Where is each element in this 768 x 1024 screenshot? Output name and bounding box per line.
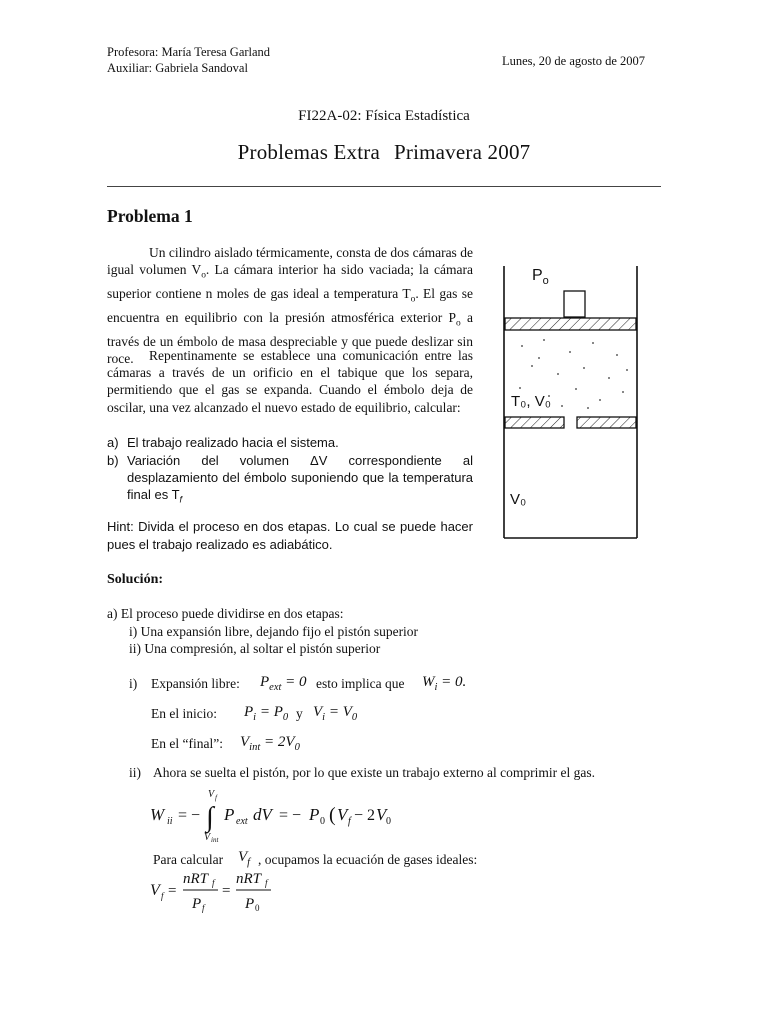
svg-text:0: 0 bbox=[320, 816, 325, 827]
title-left: Problemas Extra bbox=[237, 140, 381, 164]
svg-text:0: 0 bbox=[386, 816, 391, 827]
eq-ideal-gas bbox=[150, 868, 280, 914]
item-a bbox=[107, 434, 473, 452]
svg-text:W: W bbox=[150, 805, 165, 824]
svg-text:int: int bbox=[211, 836, 219, 844]
stmt-sub: o bbox=[456, 318, 461, 329]
item-b-body: Variación del volumen ΔV correspondiente al desplazamiento del émbolo suponiendo que la temperatura final es T bbox=[127, 453, 473, 503]
stmt-sub: o bbox=[201, 270, 206, 281]
svg-text:0: 0 bbox=[255, 903, 260, 913]
svg-text:V: V bbox=[204, 832, 211, 843]
solution-a-ii: ii) Una compresión, al soltar el pistón superior bbox=[129, 641, 381, 656]
step-initial-and: y bbox=[296, 706, 303, 721]
eq-work-integral bbox=[150, 786, 390, 842]
partition-left bbox=[505, 417, 564, 428]
svg-text:f: f bbox=[215, 794, 217, 802]
step-i-label: i) bbox=[129, 676, 138, 691]
svg-text:ii: ii bbox=[167, 816, 173, 827]
svg-text:f: f bbox=[202, 903, 205, 913]
header-block bbox=[107, 44, 270, 76]
svg-text:= −: = − bbox=[279, 807, 302, 824]
stmt-text: a través de un émbolo de masa despreciable y que puede deslizar sin roce. bbox=[107, 309, 473, 367]
svg-text:=: = bbox=[222, 883, 231, 899]
svg-text:V: V bbox=[376, 805, 387, 824]
stmt-text: Un cilindro aislado térmicamente, consta de dos cámaras de igual volumen V bbox=[107, 245, 473, 278]
svg-text:f: f bbox=[348, 816, 351, 827]
cylinder-diagram bbox=[492, 258, 662, 540]
item-b bbox=[107, 452, 473, 506]
course-title: FI22A-02: Física Estadística bbox=[298, 108, 470, 124]
hint-text: Hint: Divida el proceso en dos etapas. Lo cual se puede hacer pues el trabajo realizado es adiabático. bbox=[107, 519, 473, 552]
page-title bbox=[0, 140, 768, 165]
svg-text:nRT: nRT bbox=[183, 871, 209, 887]
label-t0-v0: T₀, V₀ bbox=[511, 393, 551, 410]
statement-paragraph-2: Repentinamente se establece una comunicación entre las cámaras a través de un orificio en el tabique que los separa, permitiendo que el gas se expanda. Cuando el émbolo deja de oscilar, una vez alcanzado el nuevo estado de equilibrio, calcular: bbox=[107, 348, 473, 415]
divider bbox=[107, 186, 661, 187]
label-p0: $P_o$ bbox=[532, 267, 549, 287]
title-right: Primavera 2007 bbox=[394, 140, 531, 164]
step-calc-before: Para calcular bbox=[153, 852, 224, 867]
svg-text:=: = bbox=[168, 883, 177, 899]
stmt-text: . El gas se encuentra en equilibrio con la presión atmosférica exterior P bbox=[107, 286, 473, 325]
step-i-text: Expansión libre: bbox=[151, 676, 240, 691]
svg-text:V: V bbox=[337, 805, 348, 824]
stmt-text: . La cámara interior ha sido vaciada; la cámara superior contiene n moles de gas ideal a temperatura T bbox=[107, 262, 473, 302]
step-final-text: En el “final”: bbox=[151, 736, 223, 751]
professor-line: Profesora: María Teresa Garland bbox=[107, 45, 271, 59]
item-b-sub: f bbox=[179, 495, 183, 505]
eq-pext-zero: $P_{ext} = 0$ bbox=[260, 674, 307, 693]
item-b-text bbox=[127, 452, 473, 509]
step-calc-after: , ocupamos la ecuación de gases ideales: bbox=[258, 852, 478, 867]
eq-vint: $V_{int} = 2V_0$ bbox=[240, 734, 300, 753]
piston-weight bbox=[564, 291, 585, 317]
step-initial-text: En el inicio: bbox=[151, 706, 217, 721]
svg-text:P: P bbox=[192, 896, 202, 912]
step-i-implies: esto implica que bbox=[316, 676, 405, 691]
date-line: Lunes, 20 de agosto de 2007 bbox=[502, 54, 646, 68]
svg-text:P: P bbox=[224, 805, 235, 824]
svg-text:dV: dV bbox=[253, 805, 272, 824]
item-a-text: El trabajo realizado hacia el sistema. bbox=[127, 435, 339, 450]
solution-a-i: i) Una expansión libre, dejando fijo el pistón superior bbox=[129, 624, 419, 639]
partition-right bbox=[577, 417, 636, 428]
solution-a: a) El proceso puede dividirse en dos etapas: bbox=[107, 606, 344, 621]
svg-text:(: ( bbox=[329, 804, 336, 826]
problem-heading: Problema 1 bbox=[107, 206, 193, 226]
label-v0: V₀ bbox=[510, 491, 527, 508]
svg-text:V: V bbox=[208, 789, 215, 800]
eq-wi-zero: $W_i = 0$. bbox=[422, 674, 467, 693]
svg-text:− 2: − 2 bbox=[354, 807, 376, 824]
stmt-sub: o bbox=[410, 294, 416, 305]
eq-vi-v0: $V_i = V_0$ bbox=[313, 704, 358, 723]
eq-pi-p0: $P_i = P_0$ bbox=[244, 704, 289, 723]
svg-text:f: f bbox=[212, 878, 215, 888]
step-ii-label: ii) bbox=[129, 765, 141, 780]
svg-text:ext: ext bbox=[236, 816, 248, 827]
piston bbox=[505, 318, 636, 330]
step-ii-text: Ahora se suelta el pistón, por lo que existe un trabajo externo al comprimir el gas. bbox=[153, 765, 595, 780]
svg-text:P: P bbox=[245, 896, 255, 912]
svg-text:V: V bbox=[150, 882, 160, 899]
item-b-label: b) bbox=[107, 453, 119, 468]
svg-text:P: P bbox=[309, 805, 320, 824]
eq-vf-symbol: $V_f$ bbox=[238, 849, 251, 868]
svg-text:∫: ∫ bbox=[206, 802, 214, 833]
solution-heading: Solución: bbox=[107, 572, 164, 587]
svg-text:f: f bbox=[265, 878, 268, 888]
item-a-label: a) bbox=[107, 435, 119, 450]
svg-text:f: f bbox=[161, 891, 164, 901]
assistant-line: Auxiliar: Gabriela Sandoval bbox=[107, 61, 248, 75]
svg-text:nRT: nRT bbox=[236, 871, 262, 887]
svg-text:= −: = − bbox=[178, 807, 201, 824]
